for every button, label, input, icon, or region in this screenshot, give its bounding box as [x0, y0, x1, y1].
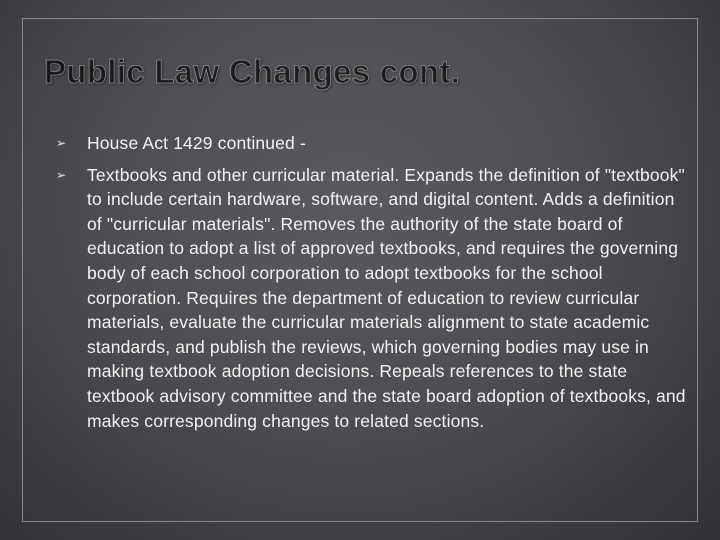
- arrowhead-bullet-icon: ➢: [56, 136, 67, 150]
- bullet-item: [56, 163, 688, 434]
- slide-title: Public Law Changes cont.: [44, 53, 461, 90]
- bullet-list: [56, 131, 688, 440]
- arrowhead-bullet-icon: ➢: [56, 167, 67, 182]
- bullet-text: House Act 1429 continued -: [87, 133, 306, 153]
- bullet-text: Textbooks and other curricular material. Expands the definition of "textbook" to include certain hardware, software, and digital content. Adds a definition of "curricular materials". Removes the authority of the state board of education to adopt a list of approved textbooks, and requires the governing body of each school corporation to adopt textbooks for the school corporation. Requires the department of education to review curricular materials, evaluate the curricular materials alignment to state academic standards, and publish the reviews, which governing bodies may use in making textbook adoption decisions. Repeals references to the state textbook advisory committee and the state board adoption of textbooks, and makes corresponding changes to related sections.: [87, 164, 686, 431]
- bullet-item: [56, 131, 688, 156]
